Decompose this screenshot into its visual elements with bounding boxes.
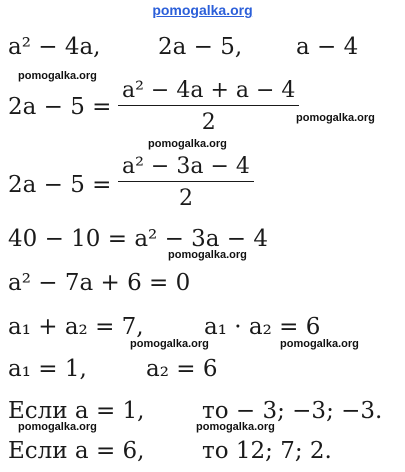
case-1-condition: Если a = 1,: [8, 398, 145, 424]
fraction-1-denominator: 2: [201, 110, 216, 135]
vieta-sum: a₁ + a₂ = 7,: [8, 314, 144, 340]
root-2: a₂ = 6: [146, 356, 218, 382]
watermark: pomogalka.org: [296, 112, 375, 124]
watermark: pomogalka.org: [130, 338, 209, 350]
watermark: pomogalka.org: [168, 249, 247, 261]
case-2-result: то 12; 7; 2.: [202, 438, 332, 464]
case-2-condition: Если a = 6,: [8, 438, 145, 464]
expression-1: a² − 4a,: [8, 34, 101, 60]
equation-2-left: 2a − 5 =: [8, 172, 112, 198]
fraction-2-numerator: a² − 3a − 4: [122, 154, 250, 179]
vieta-product: a₁ · a₂ = 6: [204, 314, 321, 340]
equation-3: 40 − 10 = a² − 3a − 4: [8, 226, 269, 252]
watermark-top: pomogalka.org: [152, 2, 253, 18]
equation-1-left: 2a − 5 =: [8, 94, 112, 120]
case-1-result: то − 3; −3; −3.: [202, 398, 383, 424]
watermark: pomogalka.org: [18, 421, 97, 433]
expression-3: a − 4: [296, 34, 359, 60]
watermark: pomogalka.org: [148, 138, 227, 150]
watermark: pomogalka.org: [280, 338, 359, 350]
equation-4: a² − 7a + 6 = 0: [8, 270, 191, 296]
expression-2: 2a − 5,: [158, 34, 243, 60]
watermark: pomogalka.org: [196, 421, 275, 433]
watermark: pomogalka.org: [18, 70, 97, 82]
fraction-2-denominator: 2: [178, 186, 193, 211]
root-1: a₁ = 1,: [8, 356, 87, 382]
fraction-1-numerator: a² − 4a + a − 4: [122, 78, 296, 103]
fraction-1: [118, 78, 299, 135]
fraction-2: [118, 154, 254, 211]
